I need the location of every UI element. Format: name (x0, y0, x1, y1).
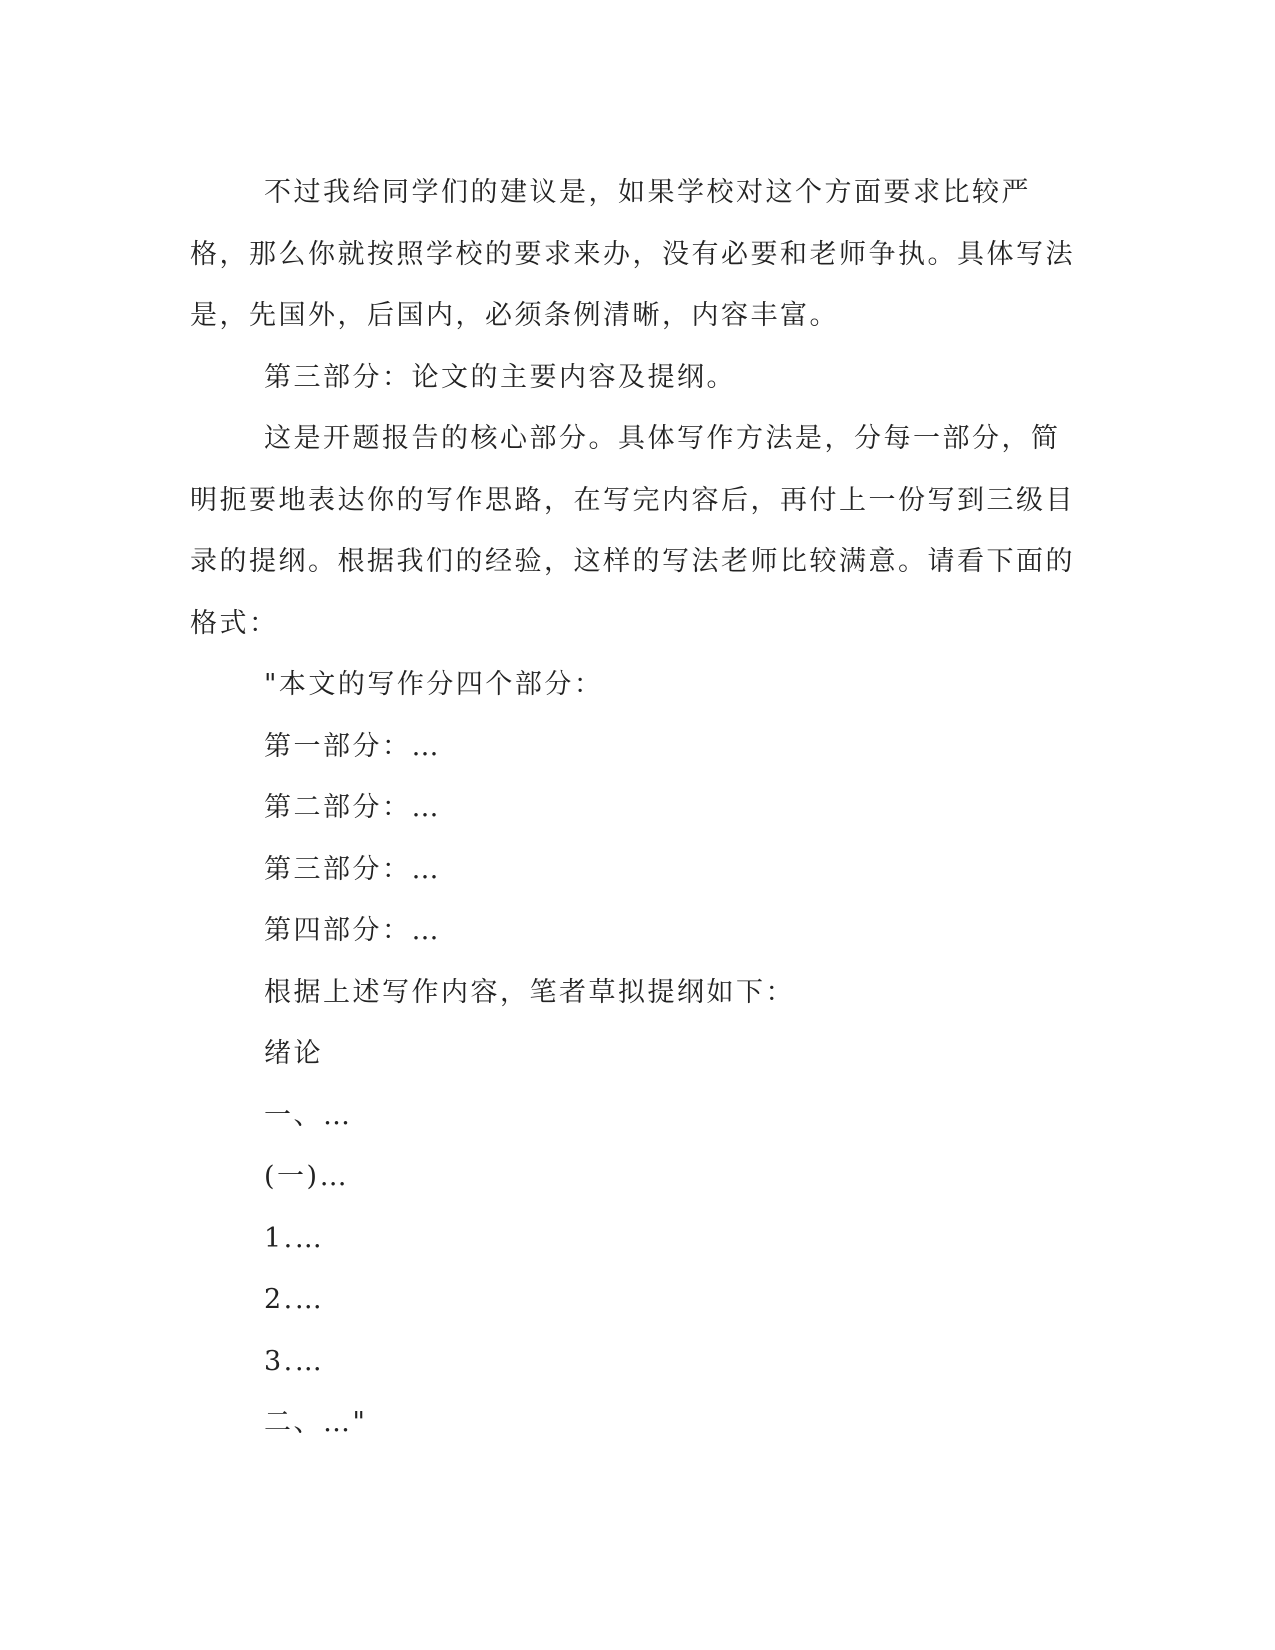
outline-line-part-one: 第一部分：… (264, 730, 441, 762)
outline-line-item-three: 3.… (264, 1345, 325, 1377)
paragraph-advice: 不过我给同学们的建议是，如果学校对这个方面要求比较严格，那么你就按照学校的要求来办，没有必要和老师争执。具体写法是，先国外，后国内，必须条例清晰，内容丰富。 (190, 177, 1075, 331)
outline-line-item-one: 1.… (264, 1222, 325, 1254)
outline-line-chapter-two: 二、…" (264, 1407, 368, 1438)
outline-line-introduction: 绪论 (264, 1038, 323, 1069)
outline-line-part-two: 第二部分：… (264, 792, 441, 823)
outline-line-part-four: 第四部分：… (264, 915, 441, 946)
outline-line-chapter-one: 一、… (264, 1099, 353, 1131)
document-body (190, 162, 1080, 1454)
paragraph-core-section: 这是开题报告的核心部分。具体写作方法是，分每一部分，简明扼要地表达你的写作思路，在写完内容后，再付上一份写到三级目录的提纲。根据我们的经验，这样的写法老师比较满意。请看下面的格式： (190, 423, 1075, 639)
outline-line-draft: 根据上述写作内容，笔者草拟提纲如下： (264, 976, 795, 1008)
outline-line-part-three: 第三部分：… (264, 853, 441, 885)
paragraph-part-three-heading: 第三部分：论文的主要内容及提纲。 (264, 361, 736, 393)
outline-line-item-two: 2.… (264, 1284, 325, 1315)
outline-line-intro: "本文的写作分四个部分： (264, 669, 604, 700)
outline-line-section-one: (一)… (264, 1161, 350, 1192)
